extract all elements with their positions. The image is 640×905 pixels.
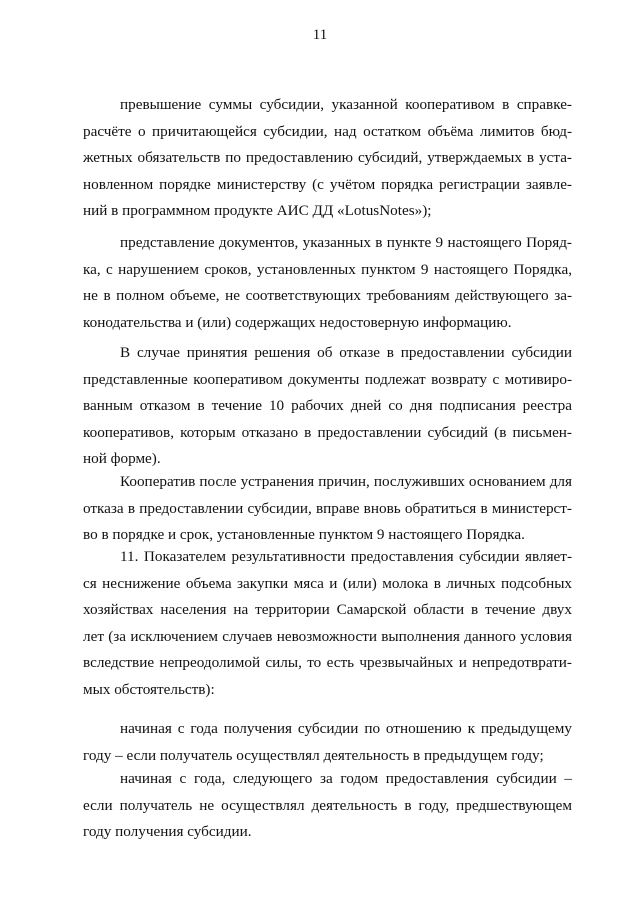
text-line: В случае принятия решения об отказе в предоставлении субсидии [120, 344, 572, 361]
text-line: если получатель не осуществлял деятельность в году, предшествующем [83, 796, 572, 814]
text-line: расчёте о причитающейся субсидии, над остатком объёма лимитов бюд- [83, 122, 572, 140]
text-line: отказа в предоставлении субсидии, вправе вновь обратиться в министерст- [83, 499, 572, 517]
text-line: во в порядке и срок, установленные пунктом 9 настоящего Порядка. [83, 526, 525, 543]
text-line: представление документов, указанных в пункте 9 настоящего Поряд- [120, 234, 572, 251]
text-line: Кооператив после устранения причин, послуживших основанием для [120, 473, 572, 490]
text-line: ний в программном продукте АИС ДД «LotusNotes»); [83, 202, 432, 219]
text-line: не в полном объеме, не соответствующих требованиям действующего за- [83, 287, 572, 304]
text-line: кооперативов, которым отказано в предоставлении субсидий (в письмен- [83, 423, 572, 441]
text-line: хозяйствах населения на территории Самарской области в течение двух [83, 601, 572, 618]
text-line: году – если получатель осуществлял деятельность в предыдущем году; [83, 746, 544, 764]
text-line: превышение суммы субсидии, указанной кооперативом в справке- [120, 96, 572, 113]
text-line: начиная с года получения субсидии по отношению к предыдущему [120, 720, 572, 737]
text-line: ка, с нарушением сроков, установленных пунктом 9 настоящего Порядка, [83, 260, 572, 278]
text-line: лет (за исключением случаев невозможности выполнения данного условия [83, 627, 572, 645]
text-line: мых обстоятельств): [83, 680, 215, 698]
text-line: представленные кооперативом документы подлежат возврату с мотивиро- [83, 370, 572, 388]
text-line: конодательства и (или) содержащих недостоверную информацию. [83, 313, 512, 331]
text-line: вследствие непреодолимой силы, то есть чрезвычайных и непредотврати- [83, 654, 572, 671]
text-line: ной форме). [83, 450, 161, 467]
page-number: 11 [312, 27, 328, 43]
text-line: году получения субсидии. [83, 823, 252, 840]
text-line: новленном порядке министерству (с учётом порядка регистрации заявле- [83, 175, 572, 193]
text-line: ся неснижение объема закупки мяса и (или) молока в личных подсобных [83, 574, 572, 592]
text-line: жетных обязательств по предоставлению субсидий, утверждаемых в уста- [83, 149, 572, 166]
text-line: начиная с года, следующего за годом предоставления субсидии – [120, 770, 572, 787]
text-line: 11. Показателем результативности предоставления субсидии являет- [120, 548, 572, 565]
text-line: ванным отказом в течение 10 рабочих дней со дня подписания реестра [83, 397, 572, 414]
